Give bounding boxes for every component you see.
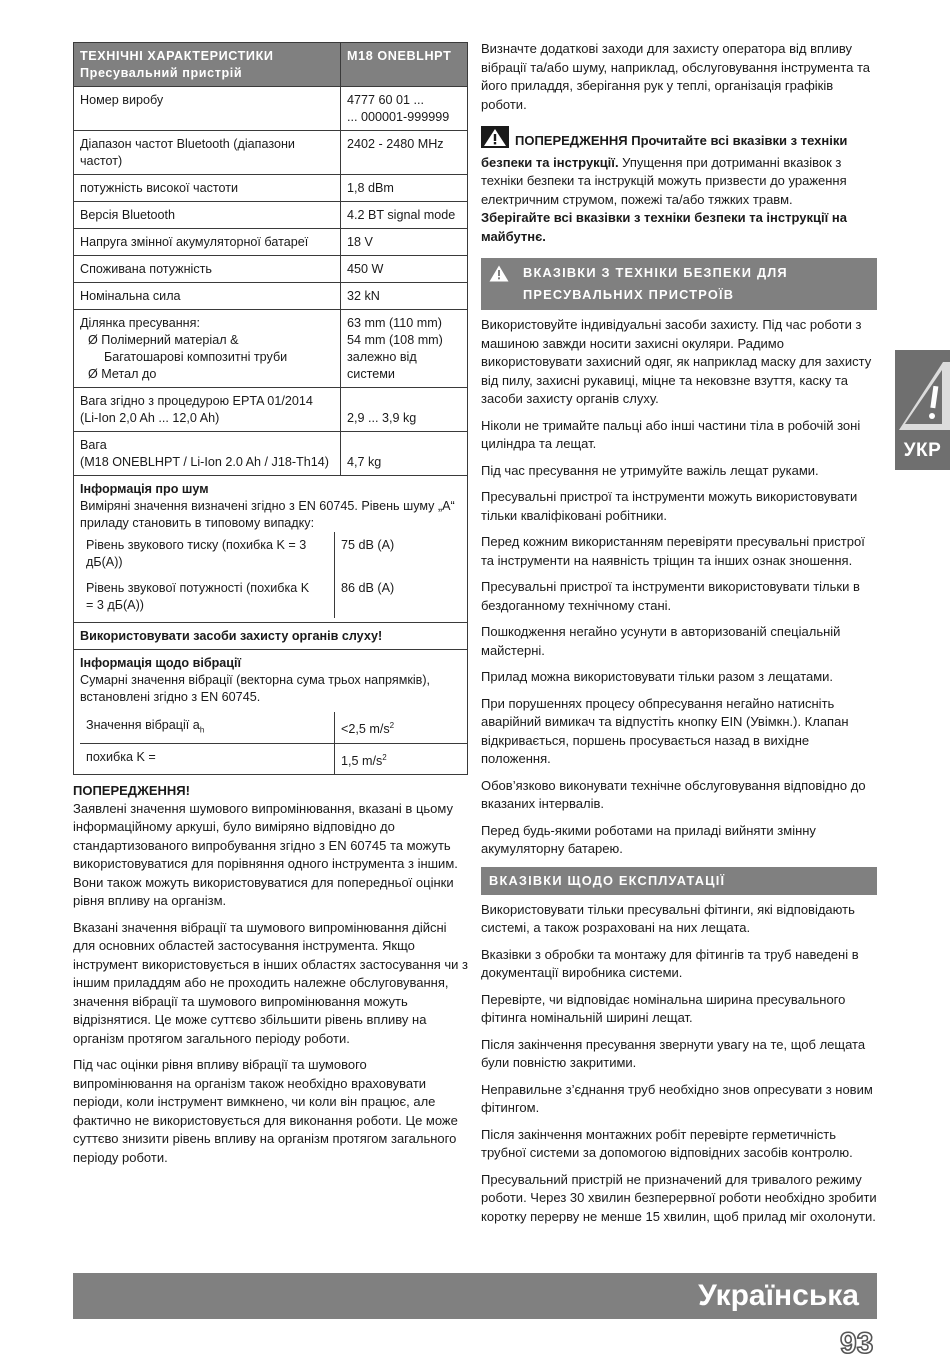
press-area-value: 63 mm (110 mm) 54 mm (108 mm) залежно від системи	[341, 310, 468, 388]
warning-triangle-icon	[481, 126, 509, 154]
spec-value: 4,7 kg	[341, 432, 468, 476]
warning-bold-lead: ПОПЕРЕДЖЕННЯ Прочитайте всі вказівки з техніки безпеки та інструкції.	[481, 133, 848, 170]
spec-label: Діапазон частот Bluetooth (діапазони частот)	[74, 131, 341, 175]
hearing-protection-note: Використовувати засоби захисту органів слуху!	[74, 623, 468, 650]
language-code: УКР	[903, 440, 942, 461]
table-row	[74, 229, 468, 256]
table-row	[74, 310, 468, 388]
noise-title: Інформація про шум	[80, 482, 209, 496]
safety-heading-bar	[481, 258, 877, 310]
table-row	[74, 131, 468, 175]
spec-label: Номер виробу	[74, 87, 341, 131]
spec-value: 32 kN	[341, 283, 468, 310]
safety-item: Обов’язково виконувати технічне обслуговування відповідно до вказаних інтервалів.	[481, 777, 866, 811]
safety-item: При порушеннях процесу обпресування негайно натисніть аварійний вимикач та відпустіть кнопку EIN (Увімкн.). Клапан відкривається, поршень просувається назад в вихідне положення.	[481, 695, 849, 766]
safety-item: Ніколи не тримайте пальці або інші частини тіла в робочій зоні циліндра та лещат.	[481, 417, 861, 451]
vibration-value-label: Значення вібрації $a_h$	[86, 718, 205, 735]
safety-item: Прилад можна використовувати тільки разом з лещатами.	[481, 669, 834, 684]
vibration-description: Сумарні значення вібрації (векторна сума трьох напрямків), встановлені згідно з EN 60745.	[80, 673, 431, 704]
left-warning-paragraph: Заявлені значення шумового випромінювання, вказані в цьому інформаційному аркуші, було виміряно відповідно до стандартизованого випробування згідно з EN 60745 та можуть використовуватися для порівняння одного інструмента з іншим. Вони також можуть використовуватися для попередньої оцінки рівня впливу на організм.	[73, 800, 458, 909]
vibration-section	[74, 650, 468, 775]
warning-keep-instructions: Зберігайте всі вказівки з техніки безпеки та інструкції на майбутнє.	[481, 210, 847, 244]
spec-table	[73, 42, 468, 775]
usage-item: Вказівки з обробки та монтажу для фітингів та труб наведені в документації виробника системи.	[481, 946, 859, 980]
usage-heading-bar	[481, 867, 877, 895]
table-row	[74, 175, 468, 202]
spec-label: Вага (M18 ONEBLHPT / Li-Ion 2.0 Ah / J18-Th14)	[74, 432, 341, 476]
safety-item: Під час пресування не утримуйте важіль лещат руками.	[481, 462, 819, 478]
warning-triangle-icon	[895, 356, 950, 436]
vibration-value: <2,5 $m/s^2$	[335, 712, 468, 743]
spec-label: Версія Bluetooth	[74, 202, 341, 229]
safety-item: Перед будь-якими роботами на приладі вийняти змінну акумуляторну батарею.	[481, 822, 816, 856]
noise-values	[80, 532, 467, 618]
warning-text: Упущення при дотриманні вказівок з техніки безпеки та інструкцій можуть призвести до ураження електричним струмом, пожежі та/або тяжких травм.	[481, 154, 847, 207]
safety-item: Пресувальні пристрої та інструменти використовувати тільки в бездоганному технічному стані.	[481, 579, 860, 613]
noise-description: Виміряні значення визначені згідно з EN 60745. Рівень шуму „A“ приладу становить в типовому випадку:	[80, 499, 455, 530]
sound-pressure-value: 75 dB (A)	[335, 532, 468, 575]
left-warning-paragraph: Під час оцінки рівня впливу вібрації та шумового випромінювання на організм також необхідно враховувати періоди, коли інструмент вимкнено, чи коли він працює, але фактично не використовується для виконання роботи. Це може суттєво знизити рівень впливу на організм протягом загального періоду роботи.	[73, 1057, 458, 1165]
usage-item: Перевірте, чи відповідає номінальна ширина пресувального фітинга номінальній ширині лещат.	[481, 991, 846, 1025]
usage-heading: ВКАЗІВКИ ЩОДО ЕКСПЛУАТАЦІЇ	[489, 872, 726, 888]
sound-pressure-label: Рівень звукового тиску (похибка K = 3 дБ(A))	[86, 538, 307, 569]
safety-heading: ВКАЗІВКИ З ТЕХНІКИ БЕЗПЕКИ ДЛЯ ПРЕСУВАЛЬНИХ ПРИСТРОЇВ	[523, 265, 788, 302]
usage-item: Пресувальний пристрій не призначений для тривалого режиму роботи. Через 30 хвилин безперервної роботи необхідно зробити коротку перерву не менше 15 хвилин, щоб прилад міг охолонути.	[481, 1171, 877, 1224]
left-warning-title: ПОПЕРЕДЖЕННЯ!	[73, 782, 190, 798]
general-warning	[481, 126, 877, 246]
sound-power-label: Рівень звукової потужності (похибка K = 3 дБ(A))	[86, 581, 310, 612]
safety-item: Використовуйте індивідуальні засоби захисту. Під час роботи з машиною завжди носити захисні окуляри. Радимо використовувати захисний одяг, як наприклад маску для захисту від пилу, захисні рукавиці, міцне та нековзне взуття, каску та засоби захисту органів слуху.	[481, 317, 872, 406]
right-column	[481, 40, 877, 1234]
spec-label: Номінальна сила	[74, 283, 341, 310]
spec-label: Напруга змінної акумуляторної батареї	[74, 229, 341, 256]
spec-value: 2,9 ... 3,9 kg	[341, 388, 468, 432]
usage-item: Використовувати тільки пресувальні фітинги, які відповідають системі, а також розраховані на них лещата.	[481, 901, 855, 935]
safety-list	[481, 316, 877, 859]
vibration-title: Інформація щодо вібрації	[80, 656, 242, 670]
spec-header-model: M18 ONEBLHPT	[341, 43, 468, 87]
table-row	[74, 283, 468, 310]
noise-section	[74, 476, 468, 623]
warning-triangle-icon	[489, 265, 509, 289]
sound-power-value: 86 dB (A)	[335, 575, 468, 618]
spec-label: Вага згідно з процедурою EPTA 01/2014 (Li-Ion 2,0 Ah ... 12,0 Ah)	[74, 388, 341, 432]
table-row	[74, 388, 468, 432]
spec-header-title: ТЕХНІЧНІ ХАРАКТЕРИСТИКИ	[80, 49, 274, 63]
spec-value: 4.2 BT signal mode	[341, 202, 468, 229]
spec-header-subtitle: Пресувальний пристрій	[80, 66, 243, 80]
spec-value: 18 V	[341, 229, 468, 256]
safety-item: Пошкодження негайно усунути в авторизованій спеціальній майстерні.	[481, 624, 841, 658]
page-number: 93	[840, 1327, 874, 1360]
table-row	[74, 87, 468, 131]
safety-item: Пресувальні пристрої та інструменти можуть використовувати тільки кваліфіковані робітники.	[481, 489, 858, 523]
spec-value: 1,8 dBm	[341, 175, 468, 202]
intro-paragraph: Визначте додаткові заходи для захисту оператора від впливу вібрації та/або шуму, наприклад, обслуговування інструмента та його приладдя, зберігання рук у теплі, організація графіків роботи.	[481, 41, 871, 112]
left-column	[73, 42, 468, 1175]
usage-list	[481, 901, 877, 1227]
spec-label: Споживана потужність	[74, 256, 341, 283]
safety-item: Перед кожним використанням перевіряти пресувальні пристрої та інструменти на наявність тріщин та інших ознак зношення.	[481, 534, 865, 568]
press-area-label: Ділянка пресування: Ø Полімерний матеріал & Багатошарові композитні труби Ø Метал до	[74, 310, 341, 388]
left-warning-paragraph: Вказані значення вібрації та шумового випромінювання дійсні для основних областей застосування інструмента. Якщо інструмент використовується в інших областях застосування чи з іншим приладдям або не проходить належне обслуговування, значення вібрації та шумового випромінювання можуть відрізнятися. Це може суттєво збільшити рівень впливу на організм протягом загального періоду роботи.	[73, 919, 469, 1046]
usage-item: Після закінчення пресування звернути увагу на те, щоб лещата були повністю закритими.	[481, 1036, 866, 1070]
usage-item: Неправильне з’єднання труб необхідно знов опресувати з новим фітингом.	[481, 1081, 873, 1115]
language-side-tab	[895, 350, 950, 470]
table-row	[74, 432, 468, 476]
table-row	[74, 202, 468, 229]
spec-table-header	[74, 43, 468, 87]
vibration-tolerance-value: 1,5 $m/s^2$	[335, 743, 468, 774]
footer-language: Українська	[698, 1279, 859, 1312]
spec-value: 450 W	[341, 256, 468, 283]
table-row	[74, 256, 468, 283]
footer-language-bar	[73, 1273, 877, 1319]
spec-value: 4777 60 01 ... ... 000001-999999	[341, 87, 468, 131]
spec-label: потужність високої частоти	[74, 175, 341, 202]
hearing-protection-row	[74, 623, 468, 650]
vibration-tolerance-label: похибка K =	[80, 743, 335, 774]
spec-value: 2402 - 2480 MHz	[341, 131, 468, 175]
usage-item: Після закінчення монтажних робіт перевірте герметичність трубної системи за допомогою відповідних засобів контролю.	[481, 1126, 853, 1160]
vibration-values	[80, 712, 467, 774]
